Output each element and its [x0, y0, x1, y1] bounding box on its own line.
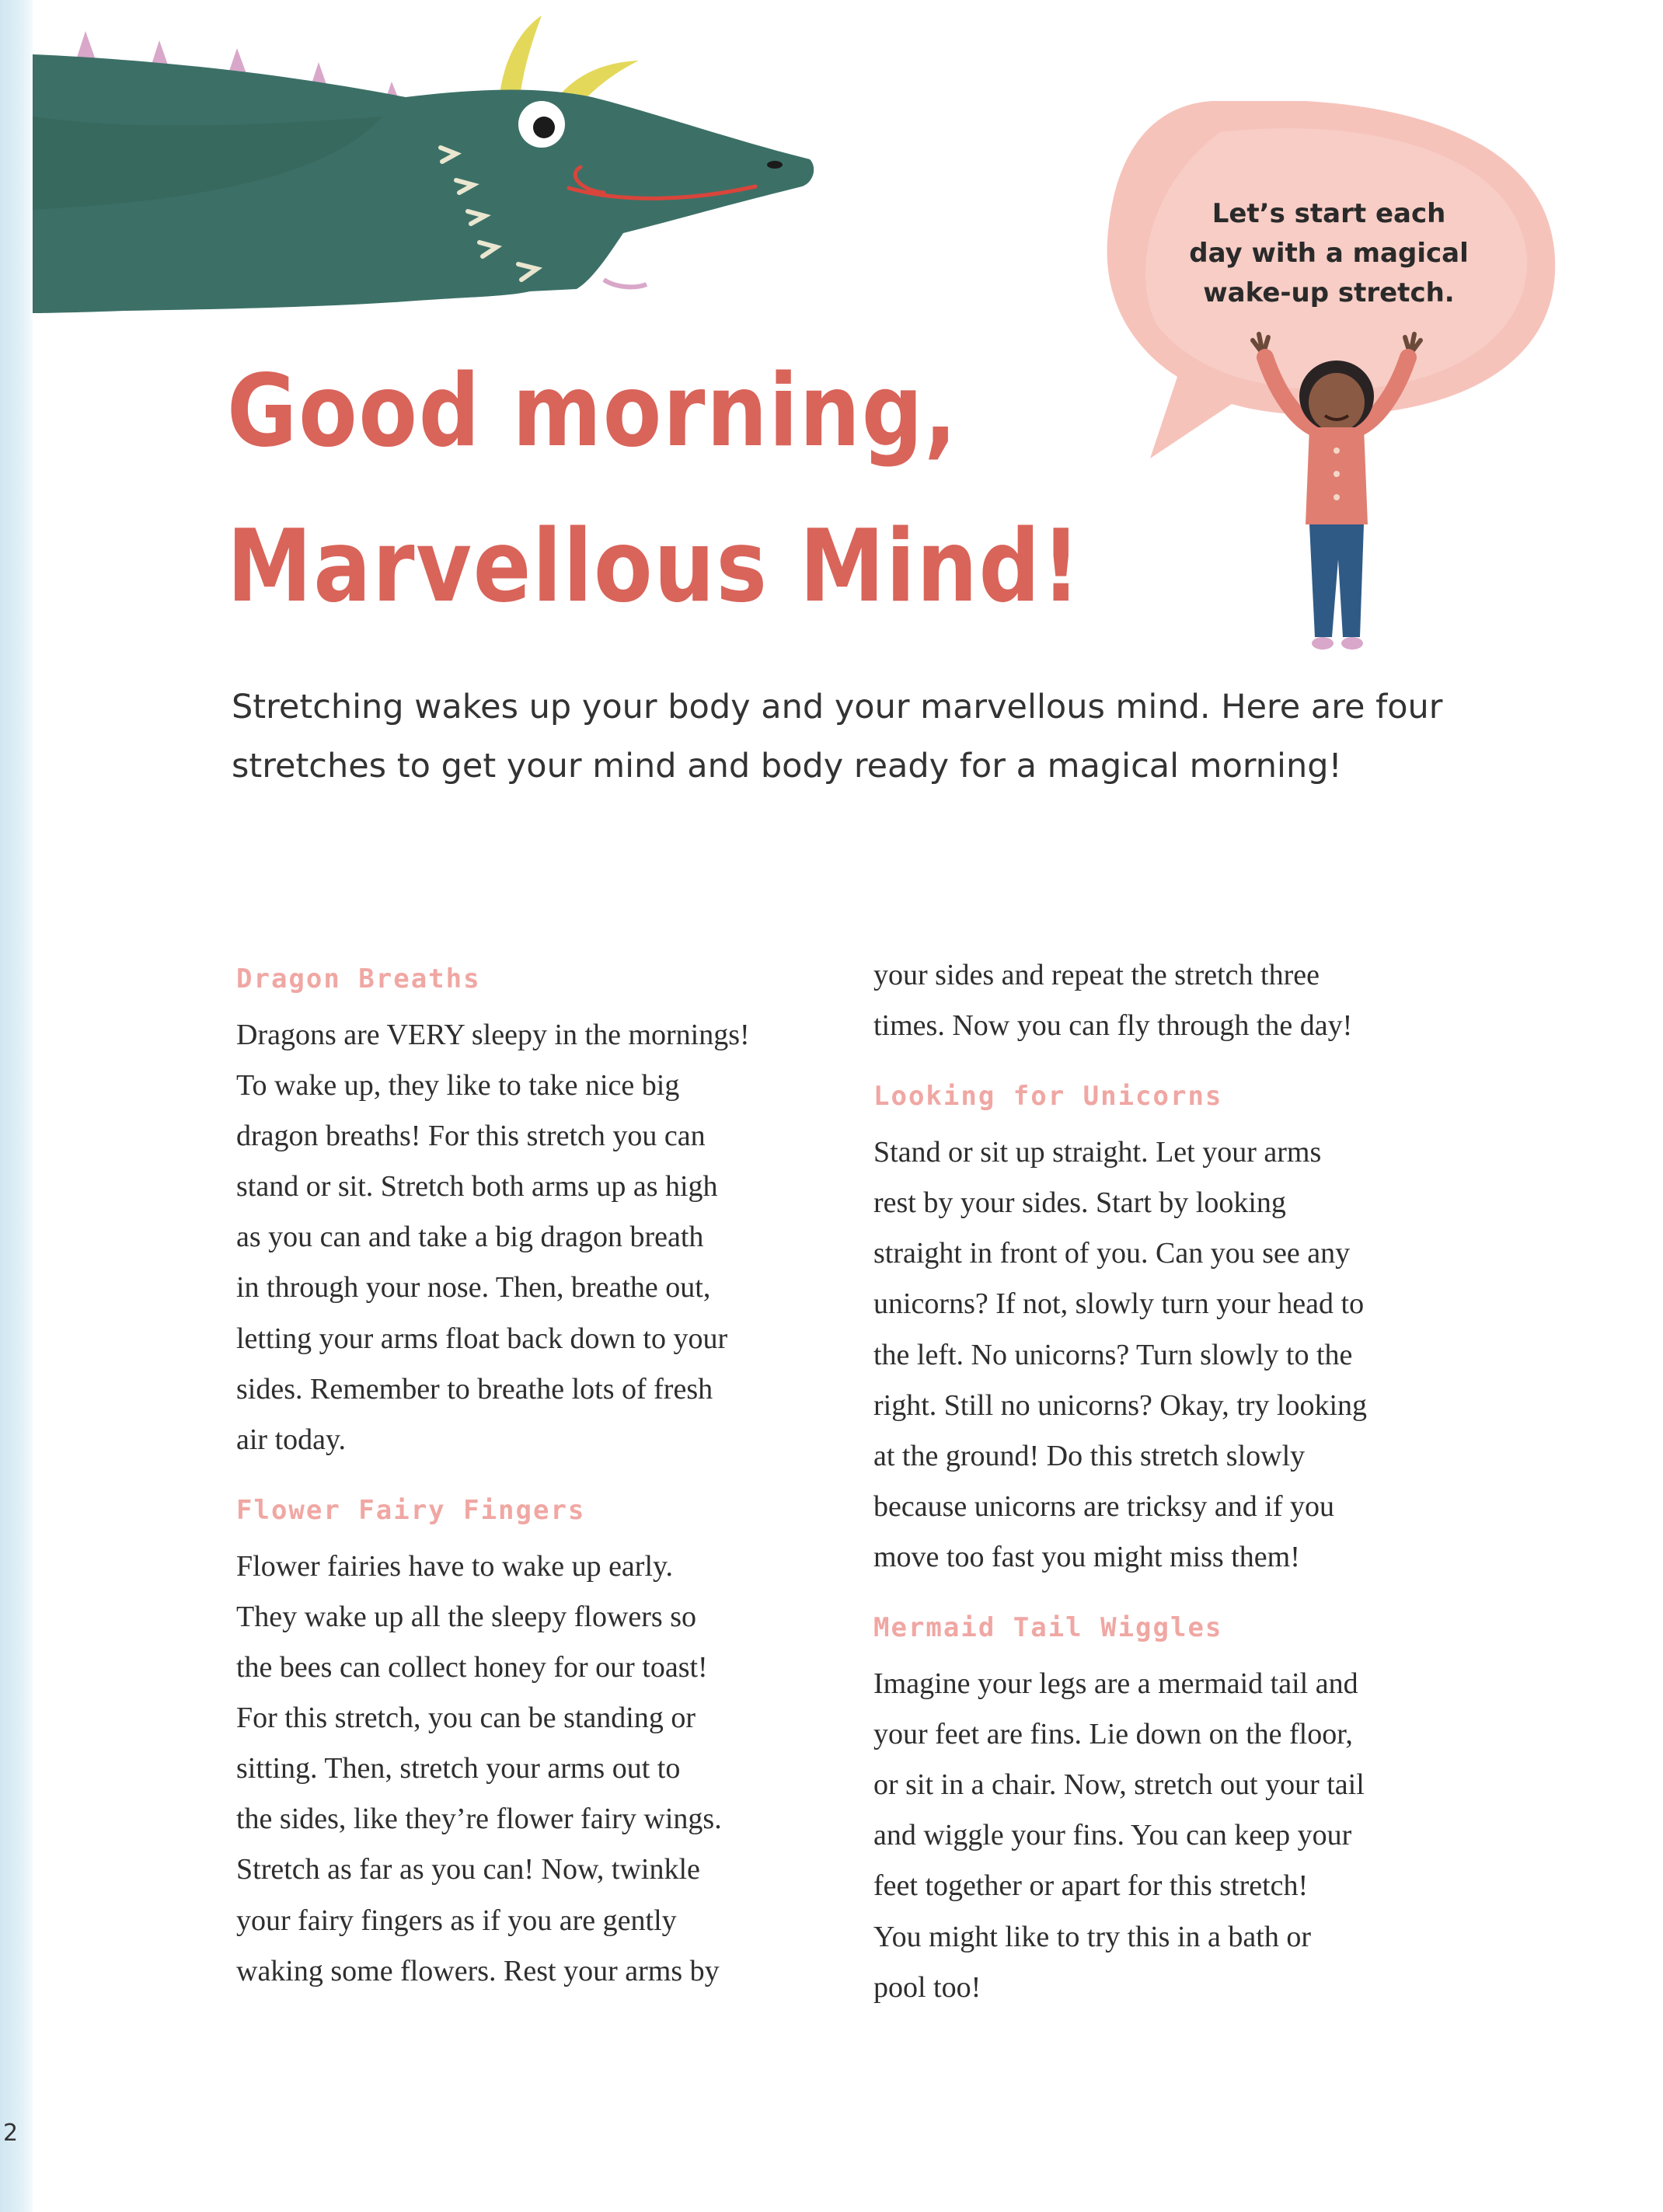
body-line: straight in front of you. Can you see any — [873, 1237, 1351, 1270]
speech-line: Let’s start each — [1212, 198, 1446, 229]
body-line: Stand or sit up straight. Let your arms — [873, 1136, 1322, 1169]
section-body — [873, 1127, 1487, 1583]
body-line: the bees can collect honey for our toast! — [236, 1651, 708, 1684]
body-line: Imagine your legs are a mermaid tail and — [873, 1667, 1358, 1701]
intro-line: stretches to get your mind and body ready for a magical morning! — [232, 747, 1342, 786]
dragon-illustration — [33, 0, 825, 326]
body-line: waking some flowers. Rest your arms by — [236, 1954, 720, 1987]
body-line: stand or sit. Stretch both arms up as high — [236, 1170, 718, 1204]
body-line: times. Now you can fly through the day! — [873, 1009, 1353, 1043]
section-body — [236, 1541, 842, 1997]
body-line: the sides, like they’re flower fairy wings. — [236, 1803, 722, 1836]
page-spine-edge — [0, 0, 33, 2212]
body-line: sides. Remember to breathe lots of fresh — [236, 1372, 713, 1406]
section-title: Looking for Unicorns — [873, 1081, 1223, 1113]
body-line: because unicorns are tricksy and if you — [873, 1489, 1335, 1523]
headline-line-1: Good morning, — [227, 354, 958, 469]
body-line: Dragons are VERY sleepy in the mornings! — [236, 1019, 750, 1051]
body-line: in through your nose. Then, breathe out, — [236, 1271, 711, 1305]
page-headline — [227, 334, 1082, 645]
page-number: 2 — [3, 2120, 19, 2147]
body-line: For this stretch, you can be standing or — [236, 1702, 696, 1735]
section-body — [873, 1659, 1487, 2013]
body-line: dragon breaths! For this stretch you can — [236, 1120, 706, 1153]
body-line: You might like to try this in a bath or — [873, 1920, 1311, 1953]
body-line: move too fast you might miss them! — [873, 1540, 1300, 1573]
body-line: rest by your sides. Start by looking — [873, 1186, 1286, 1220]
body-line: To wake up, they like to take nice big — [236, 1069, 680, 1103]
section-flower-fairy-fingers — [236, 1479, 842, 1997]
section-body-continued — [873, 950, 1487, 1051]
body-line: right. Still no unicorns? Okay, try looking — [873, 1388, 1368, 1422]
intro-line: Stretching wakes up your body and your marvellous mind. Here are four — [232, 688, 1443, 726]
section-body — [236, 1010, 842, 1465]
body-line: air today. — [236, 1423, 347, 1456]
intro-paragraph — [232, 678, 1444, 796]
speech-line: wake-up stretch. — [1203, 277, 1455, 308]
body-line: letting your arms float back down to your — [236, 1322, 728, 1355]
right-column — [873, 950, 1487, 2013]
body-line: Flower fairies have to wake up early. — [236, 1549, 674, 1583]
body-line: as you can and take a big dragon breath — [236, 1221, 704, 1254]
body-line: unicorns? If not, slowly turn your head to — [873, 1287, 1365, 1321]
section-mermaid-tail-wiggles — [873, 1597, 1487, 2013]
section-title: Mermaid Tail Wiggles — [873, 1612, 1223, 1644]
body-line: your fairy fingers as if you are gently — [236, 1904, 677, 1937]
body-line: at the ground! Do this stretch slowly — [873, 1439, 1306, 1472]
body-line: the left. No unicorns? Turn slowly to the — [873, 1338, 1353, 1371]
body-line: They wake up all the sleepy flowers so — [236, 1600, 696, 1633]
section-dragon-breaths — [236, 948, 842, 1465]
body-line: and wiggle your fins. You can keep your — [873, 1819, 1352, 1852]
body-line: your sides and repeat the stretch three — [873, 959, 1320, 991]
body-line: feet together or apart for this stretch! — [873, 1869, 1309, 1903]
speech-bubble-text — [1189, 194, 1469, 313]
body-line: or sit in a chair. Now, stretch out your tail — [873, 1768, 1365, 1802]
body-line: sitting. Then, stretch your arms out to — [236, 1752, 681, 1785]
body-line: your feet are fins. Lie down on the floor, — [873, 1718, 1353, 1751]
left-column — [236, 948, 842, 1997]
speech-line: day with a magical — [1189, 238, 1469, 269]
section-looking-for-unicorns — [873, 1065, 1487, 1583]
headline-line-2: Marvellous Mind! — [227, 509, 1082, 625]
body-line: Stretch as far as you can! Now, twinkle — [236, 1853, 700, 1886]
section-title: Flower Fairy Fingers — [236, 1494, 586, 1526]
child-stretching-illustration — [1236, 326, 1438, 668]
section-title: Dragon Breaths — [236, 963, 481, 995]
body-line: pool too! — [873, 1970, 981, 2004]
